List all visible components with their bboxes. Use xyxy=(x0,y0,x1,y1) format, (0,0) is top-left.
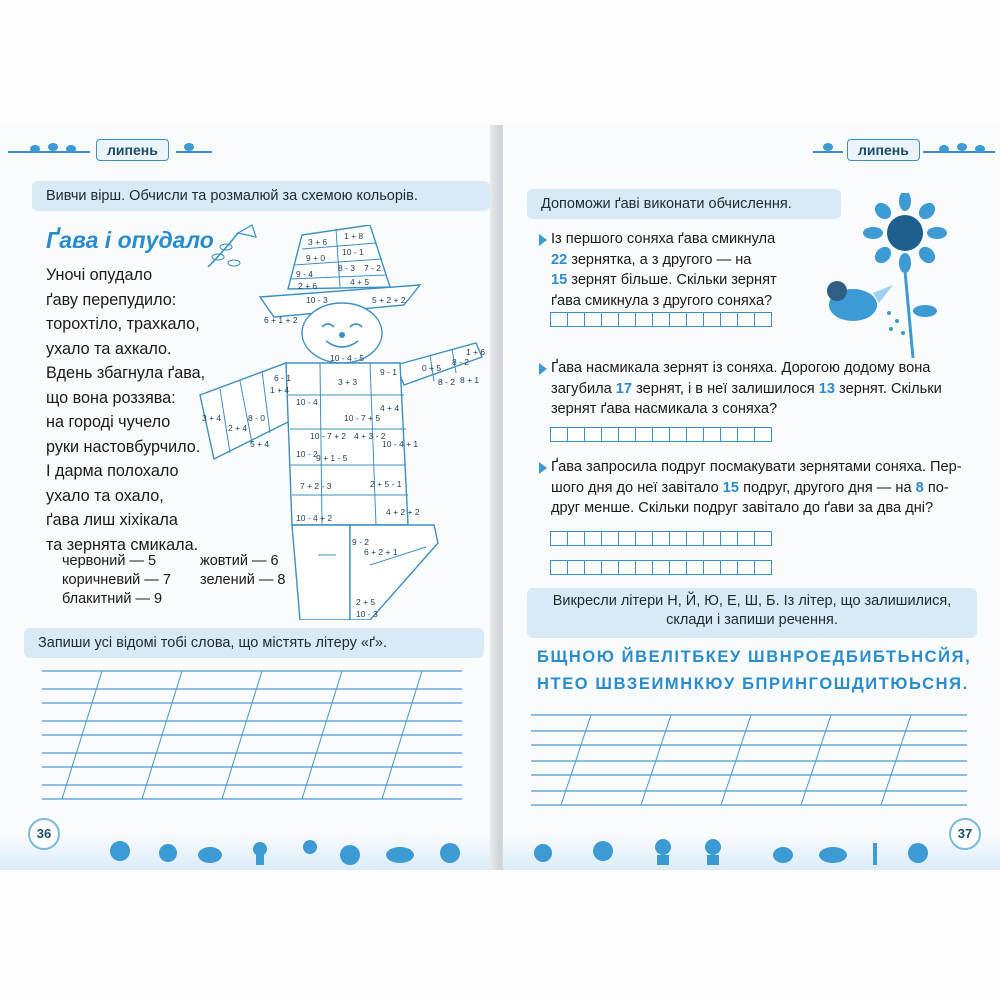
scarecrow-expression: 2 + 5 - 1 xyxy=(370,479,402,489)
footer-animals-icon xyxy=(100,825,480,867)
answer-cell[interactable] xyxy=(601,560,619,575)
task-text: Із першого соняха ґава смикнула xyxy=(551,231,776,247)
poem-line: на городі чучело xyxy=(46,413,171,431)
answer-cell[interactable] xyxy=(652,427,670,442)
bird-icon xyxy=(957,143,967,151)
task-text: Ґава запросила подруг посмакувати зернятами соняха. Пер- xyxy=(551,459,962,475)
scarecrow-expression: 3 + 3 xyxy=(338,377,358,387)
answer-cell[interactable] xyxy=(652,531,670,546)
answer-cell[interactable] xyxy=(584,312,602,327)
answer-cell[interactable] xyxy=(737,531,755,546)
answer-cell[interactable] xyxy=(703,312,721,327)
scarecrow-expression: 7 + 2 - 3 xyxy=(300,481,332,491)
answer-cell[interactable] xyxy=(635,560,653,575)
poem-line: І дарма полохало xyxy=(46,462,179,480)
header-decoration-line xyxy=(923,151,995,153)
answer-cell[interactable] xyxy=(686,312,704,327)
answer-cell[interactable] xyxy=(652,560,670,575)
task-text: шого дня до неї завітало xyxy=(551,479,723,496)
answer-cell[interactable] xyxy=(601,427,619,442)
answer-cell[interactable] xyxy=(652,312,670,327)
scarecrow-expression: 4 + 5 xyxy=(350,277,370,287)
task-text: загубила xyxy=(551,380,616,397)
poem-line: ґава лиш хіхікала xyxy=(46,511,178,529)
answer-cell[interactable] xyxy=(737,312,755,327)
header-decoration-line xyxy=(8,151,90,153)
answer-cell[interactable] xyxy=(686,531,704,546)
scarecrow-expression: 9 - 4 xyxy=(296,269,314,279)
task-line xyxy=(551,358,942,379)
scarecrow-expression: 10 - 2 xyxy=(296,449,318,459)
answer-grid[interactable] xyxy=(551,427,772,442)
bird-icon xyxy=(48,143,58,151)
answer-cell[interactable] xyxy=(720,427,738,442)
poem-line: ухало та охало, xyxy=(46,486,164,505)
poem-line: що вона роззява: xyxy=(46,388,176,407)
scarecrow-expression: 10 - 4 + 1 xyxy=(382,439,419,449)
scarecrow-expression: 7 - 2 xyxy=(364,263,382,273)
header-decoration-line xyxy=(813,151,843,153)
task-line xyxy=(551,478,962,499)
scarecrow-expression: 8 - 2 xyxy=(452,357,470,367)
scarecrow-expression: 10 - 1 xyxy=(342,247,364,257)
header-decoration-line xyxy=(176,151,212,153)
scarecrow-expression: 9 - 1 xyxy=(380,367,398,377)
poem-body xyxy=(46,263,205,557)
task-arrow-icon xyxy=(539,462,547,474)
answer-cell[interactable] xyxy=(754,531,772,546)
cross-out-instruction-line: склади і запиши речення. xyxy=(666,612,838,628)
scarecrow-expression: 10 - 4 xyxy=(296,397,318,407)
scarecrow-expression: 10 - 7 + 2 xyxy=(310,431,347,441)
book-spread xyxy=(0,125,1000,870)
answer-cell[interactable] xyxy=(584,427,602,442)
answer-cell[interactable] xyxy=(669,427,687,442)
writing-lines[interactable] xyxy=(42,663,462,813)
task-text: подруг, другого дня — на xyxy=(739,479,916,496)
scarecrow-expression: 8 - 3 xyxy=(338,263,356,273)
task-number: 17 xyxy=(615,380,633,397)
instruction-banner: Вивчи вірш. Обчисли та розмалюй за схемою кольорів. xyxy=(32,181,490,211)
scarecrow-expression: 4 + 2 + 2 xyxy=(386,507,420,517)
answer-cell[interactable] xyxy=(567,427,585,442)
answer-cell[interactable] xyxy=(618,531,636,546)
bird-icon xyxy=(975,145,985,153)
scarecrow-expression: 10 - 3 xyxy=(356,609,378,619)
task-line xyxy=(551,399,942,420)
answer-cell[interactable] xyxy=(550,531,568,546)
answer-cell[interactable] xyxy=(567,312,585,327)
answer-cell[interactable] xyxy=(635,427,653,442)
scarecrow-expression: 4 + 3 - 2 xyxy=(354,431,386,441)
answer-cell[interactable] xyxy=(635,531,653,546)
task-line xyxy=(551,379,942,400)
scarecrow-expression: 1 + 6 xyxy=(466,347,486,357)
answer-cell[interactable] xyxy=(737,560,755,575)
scarecrow-expression: 9 + 1 - 5 xyxy=(316,453,348,463)
answer-cell[interactable] xyxy=(720,312,738,327)
task-text: зернят, і в неї залишилося xyxy=(632,380,819,397)
task-number: 15 xyxy=(722,479,740,496)
scarecrow-expression: 8 + 1 xyxy=(460,375,480,385)
task-text: зернят більше. Скільки зернят xyxy=(567,272,777,288)
cipher-line: НТЕО ШВЗЕИМНКЮУ БПРИНГОШДИТЮЬСНЯ. xyxy=(537,675,969,693)
scarecrow-expression: 8 - 2 xyxy=(438,377,456,387)
cipher-line: БЩНОЮ ЙВЕЛІТБКЕУ ШВНРОЕДБИБТЬНСЙЯ, xyxy=(537,648,972,666)
bird-icon xyxy=(30,145,40,153)
answer-cell[interactable] xyxy=(703,531,721,546)
poem-line: руки настовбурчило. xyxy=(46,437,201,456)
answer-cell[interactable] xyxy=(550,427,568,442)
legend-red: червоний — 5 xyxy=(62,553,157,569)
scarecrow-expression: 9 + 0 xyxy=(306,253,326,263)
answer-cell[interactable] xyxy=(618,560,636,575)
instruction-banner: Допоможи ґаві виконати обчислення. xyxy=(527,189,841,219)
writing-lines[interactable] xyxy=(531,707,967,819)
task-text: зернят ґава насмикала з соняха? xyxy=(551,401,778,417)
answer-cell[interactable] xyxy=(618,312,636,327)
legend-brown: коричневий — 7 xyxy=(62,572,171,588)
answer-cell[interactable] xyxy=(754,427,772,442)
answer-cell[interactable] xyxy=(737,427,755,442)
answer-cell[interactable] xyxy=(635,312,653,327)
answer-grid[interactable] xyxy=(551,312,772,327)
month-tag: липень xyxy=(96,139,169,161)
scarecrow-expression: 6 + 1 + 2 xyxy=(264,315,298,325)
scarecrow-expression: 3 + 4 xyxy=(202,413,222,423)
right-page xyxy=(503,125,1000,870)
poem-title: Ґава і опудало xyxy=(46,227,214,253)
scarecrow-expression: 4 + 4 xyxy=(380,403,400,413)
bird-icon xyxy=(939,145,949,153)
page-number: 37 xyxy=(949,818,981,850)
poem-line: ґаву перепудило: xyxy=(46,290,177,309)
scarecrow-expression: 2 + 4 xyxy=(228,423,248,433)
scarecrow-expression: 10 - 4 - 5 xyxy=(330,353,365,363)
answer-cell[interactable] xyxy=(669,312,687,327)
scarecrow-expression: 6 + 2 + 1 xyxy=(364,547,398,557)
scarecrow-expression: 10 - 7 + 5 xyxy=(344,413,381,423)
answer-cell[interactable] xyxy=(686,427,704,442)
answer-cell[interactable] xyxy=(618,427,636,442)
task-line xyxy=(551,229,777,250)
task-text: Ґава насмикала зернят із соняха. Дорогою додому вона xyxy=(551,360,931,376)
scarecrow-expression: 2 + 5 xyxy=(356,597,376,607)
answer-cell[interactable] xyxy=(720,560,738,575)
answer-cell[interactable] xyxy=(703,427,721,442)
task-text: зернят. Скільки xyxy=(835,380,942,397)
scarecrow-expression: 3 + 6 xyxy=(308,237,328,247)
footer-animals-icon xyxy=(523,825,933,867)
cross-out-instruction-banner xyxy=(527,588,977,638)
scarecrow-coloring-figure xyxy=(190,225,490,620)
task-line xyxy=(551,270,777,291)
answer-cell[interactable] xyxy=(584,531,602,546)
scarecrow-expression: 5 + 2 + 2 xyxy=(372,295,406,305)
task-text: ґава смикнула з другого соняха? xyxy=(551,292,773,309)
scarecrow-expression: 9 - 2 xyxy=(352,537,370,547)
poem-line: ухало та ахкало. xyxy=(46,339,172,358)
task-3-text xyxy=(551,457,962,519)
task-1-text xyxy=(551,229,777,311)
task-line xyxy=(551,250,777,271)
task-line xyxy=(551,498,962,519)
legend-green: зелений — 8 xyxy=(200,572,286,588)
answer-cell[interactable] xyxy=(601,312,619,327)
scarecrow-expression: 5 + 4 xyxy=(250,439,270,449)
task-arrow-icon xyxy=(539,363,547,375)
sunflower-crow-illustration xyxy=(813,193,963,363)
writing-instruction-banner: Запиши усі відомі тобі слова, що містять літеру «ґ». xyxy=(24,628,484,658)
scarecrow-expression: 10 - 3 xyxy=(306,295,328,305)
task-text: зернятка, а з другого — на xyxy=(567,251,752,268)
bird-icon xyxy=(184,143,194,151)
task-arrow-icon xyxy=(539,234,547,246)
month-tag: липень xyxy=(847,139,920,161)
task-number: 15 xyxy=(551,272,568,288)
answer-cell[interactable] xyxy=(584,560,602,575)
scarecrow-expression: 8 - 0 xyxy=(248,413,266,423)
scarecrow-expression: 0 + 5 xyxy=(422,363,442,373)
cross-out-instruction-line: Викресли літери Н, Й, Ю, Е, Ш, Б. Із літер, що залишилися, xyxy=(552,593,952,609)
legend-yellow: жовтий — 6 xyxy=(200,553,279,569)
left-page xyxy=(0,125,497,870)
poem-line: торохтіло, трахкало, xyxy=(46,315,200,333)
task-line xyxy=(551,291,777,312)
task-number: 8 xyxy=(915,479,924,496)
task-text: друг менше. Скільки подруг завітало до ґави за два дні? xyxy=(551,500,934,516)
page-number: 36 xyxy=(28,818,60,850)
bird-icon xyxy=(66,145,76,153)
scarecrow-expression: 6 - 1 xyxy=(274,373,292,383)
answer-cell[interactable] xyxy=(601,531,619,546)
answer-cell[interactable] xyxy=(567,531,585,546)
legend-blue: блакитний — 9 xyxy=(62,591,163,607)
bird-icon xyxy=(823,143,833,151)
poem-line: Вдень збагнула ґава, xyxy=(46,364,206,382)
answer-cell[interactable] xyxy=(669,560,687,575)
answer-cell[interactable] xyxy=(567,560,585,575)
answer-cell[interactable] xyxy=(754,312,772,327)
answer-grid[interactable] xyxy=(551,531,772,546)
answer-cell[interactable] xyxy=(720,531,738,546)
answer-cell[interactable] xyxy=(703,560,721,575)
answer-cell[interactable] xyxy=(754,560,772,575)
answer-cell[interactable] xyxy=(550,560,568,575)
task-2-text xyxy=(551,358,942,420)
scarecrow-expression: 2 + 6 xyxy=(298,281,318,291)
poem-line: та зернята смикала. xyxy=(46,535,199,554)
task-number: 13 xyxy=(818,380,835,397)
scarecrow-expression: 1 + 4 xyxy=(270,385,290,395)
scarecrow-expression: 1 + 8 xyxy=(344,231,364,241)
answer-cell[interactable] xyxy=(550,312,568,327)
poem-line: Уночі опудало xyxy=(46,266,153,284)
answer-grid[interactable] xyxy=(551,560,772,575)
task-text: по- xyxy=(923,479,949,496)
task-line xyxy=(551,457,962,478)
answer-cell[interactable] xyxy=(686,560,704,575)
task-number: 22 xyxy=(551,251,568,268)
scarecrow-expression: 10 - 4 + 2 xyxy=(296,513,333,523)
answer-cell[interactable] xyxy=(669,531,687,546)
